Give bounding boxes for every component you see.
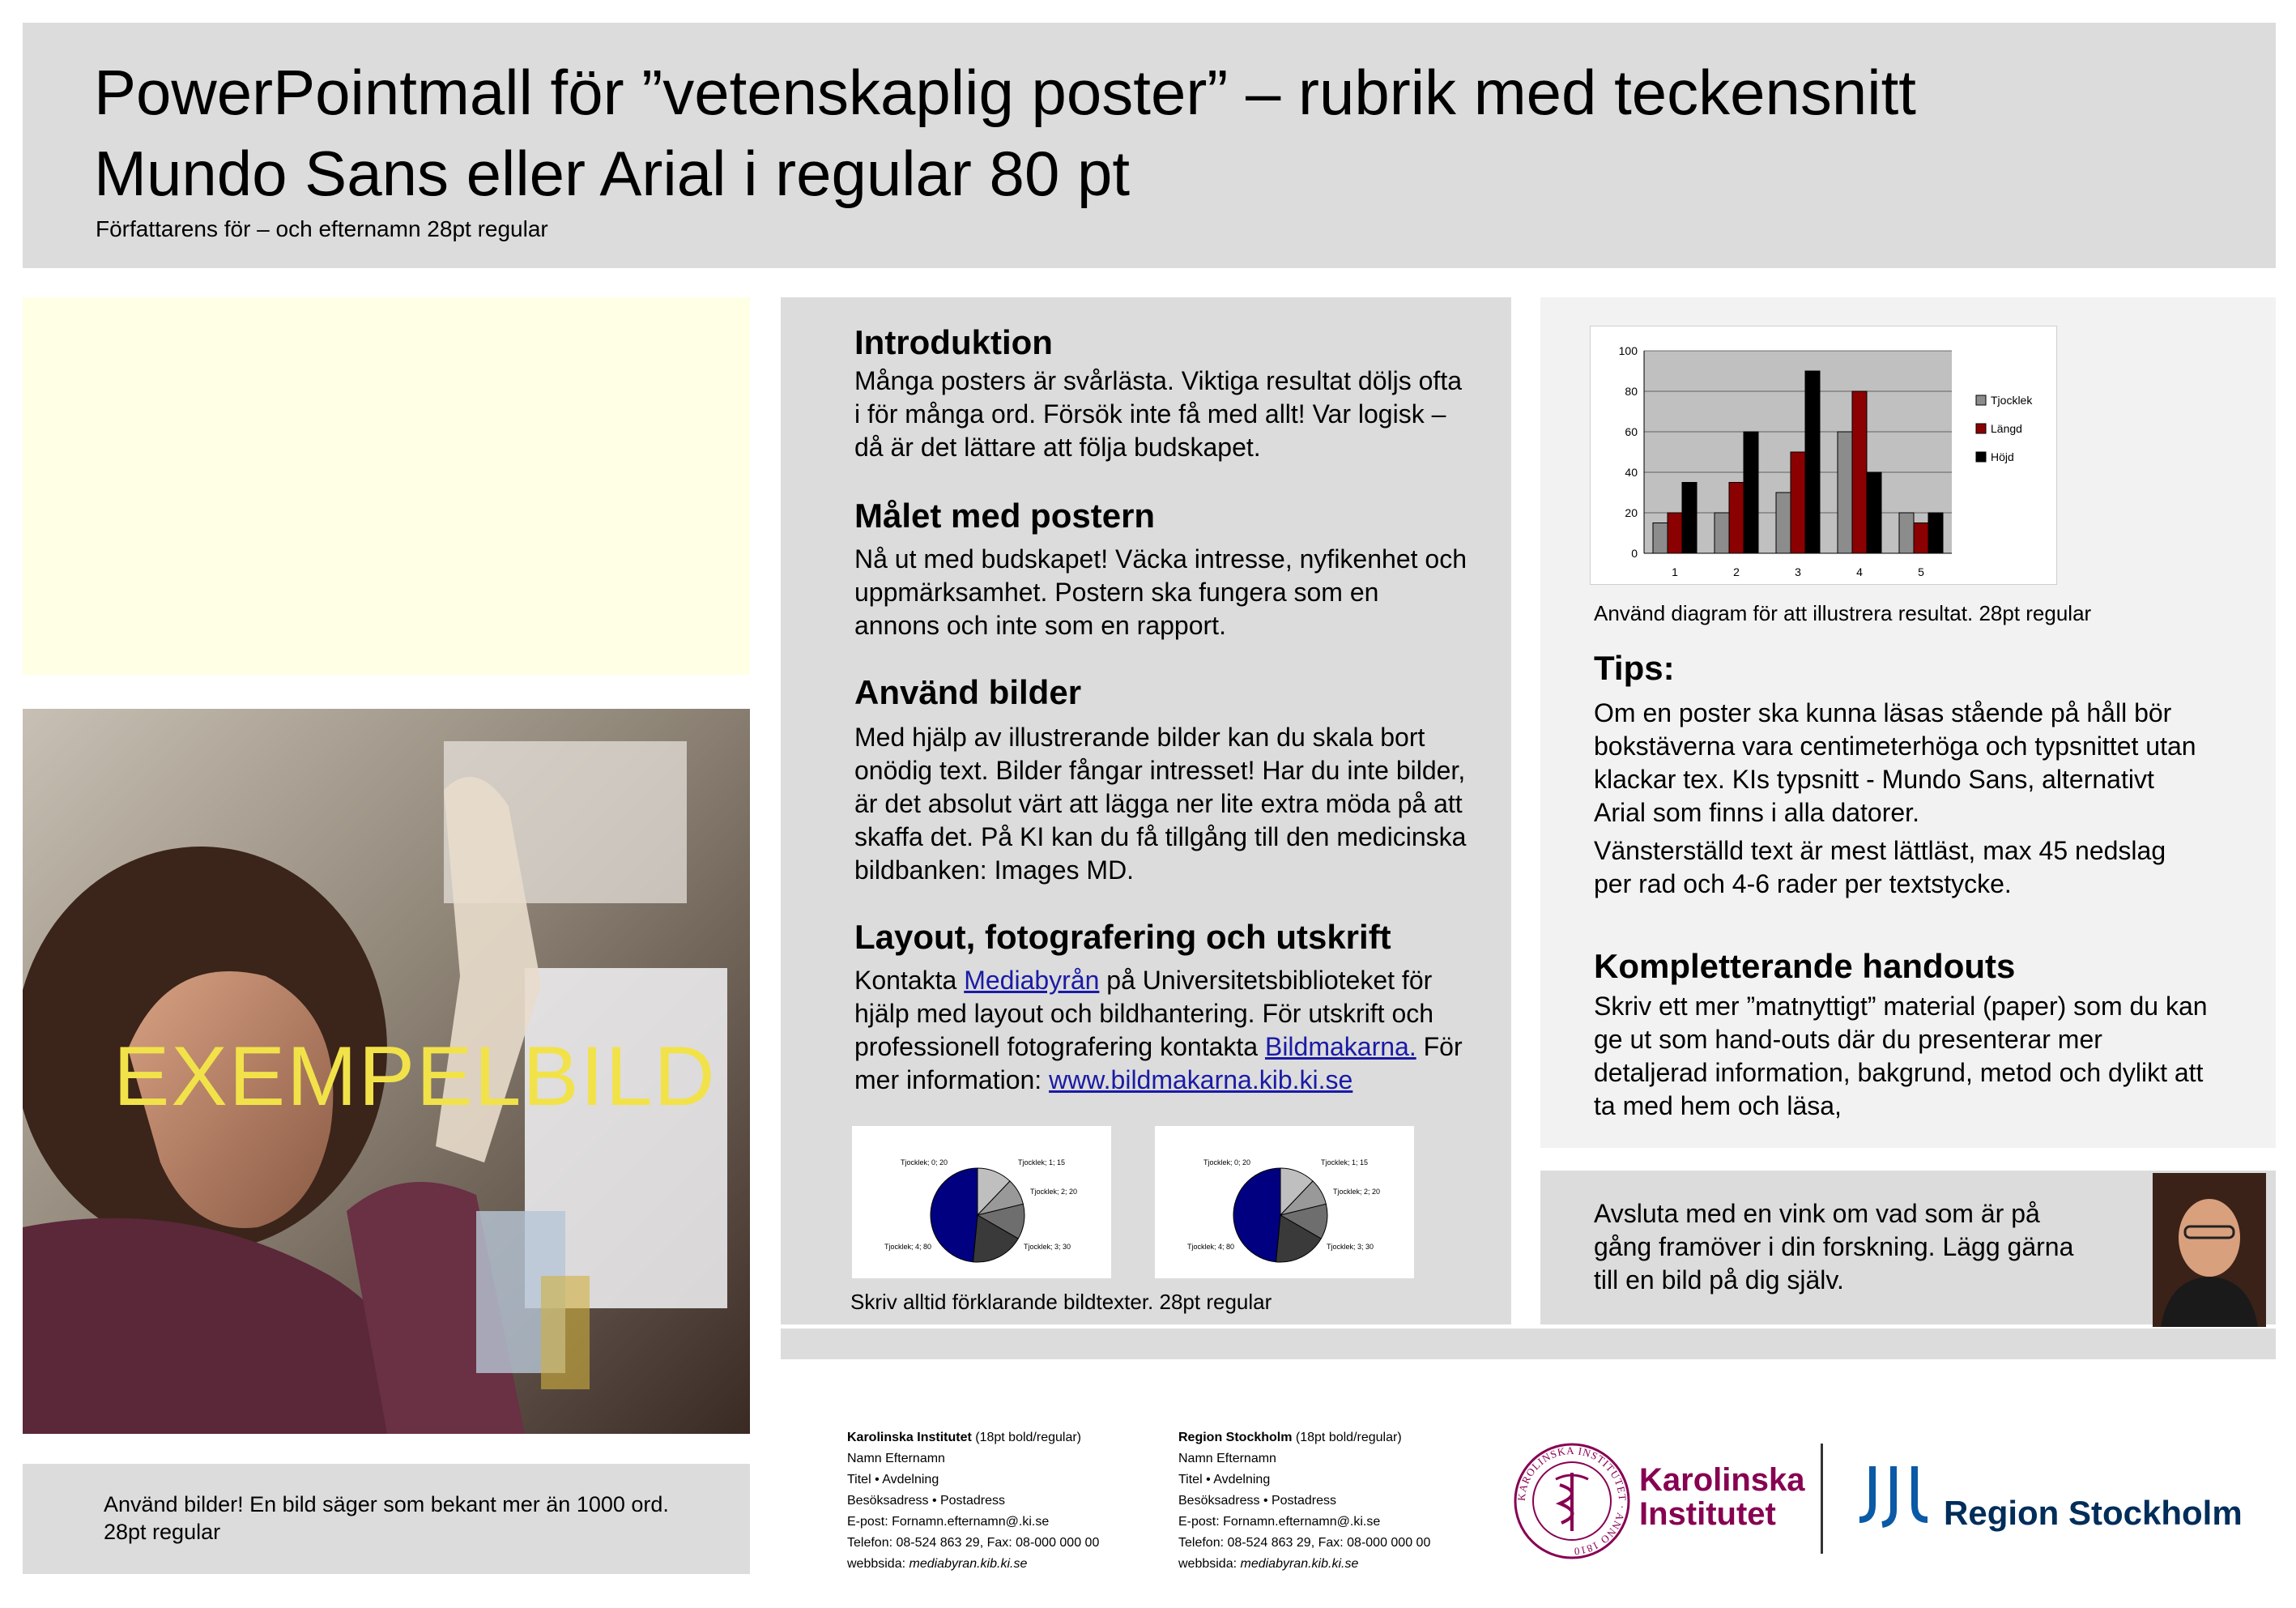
- pie-label: Tjocklek; 0; 20: [1203, 1158, 1251, 1167]
- contact-ki-web-label: webbsida:: [847, 1557, 909, 1571]
- pie-label: Tjocklek; 2; 20: [1333, 1188, 1381, 1196]
- pie-slice: [931, 1168, 978, 1262]
- bar: [1776, 493, 1791, 553]
- contact-ki-address: Besöksadress • Postadress: [847, 1494, 1006, 1508]
- text-tips-2: Vänsterställd text är mest lättläst, max 45 nedslag per rad och 4-6 rader per textstycke.: [1594, 836, 2166, 898]
- text-anvand-bilder: Med hjälp av illustrerande bilder kan du skala bort onödig text. Bilder fångar intresset! Har du inte bilder, är det absolut värt att lägga ner lite extra möda på att skaffa det. På KI kan du få tillgång till den medicinska bildbanken: Images MD.: [854, 723, 1467, 885]
- bar: [1729, 483, 1744, 554]
- heading-handouts: Kompletterande handouts: [1594, 947, 2016, 985]
- bar: [1668, 513, 1682, 553]
- y-tick-label: 80: [1625, 385, 1638, 398]
- bar: [1791, 452, 1805, 553]
- y-tick-label: 40: [1625, 466, 1638, 479]
- x-tick-label: 2: [1733, 565, 1740, 578]
- contact-ki-web: mediabyran.kib.ki.se: [909, 1557, 1028, 1571]
- contact-ki-phone: Telefon: 08-524 863 29, Fax: 08-000 000 00: [847, 1536, 1100, 1550]
- photo-watermark-label: EXEMPELBILD: [113, 1030, 717, 1124]
- text-introduktion: Många posters är svårlästa. Viktiga resultat döljs ofta i för många ord. Försök inte få med allt! Var logisk – då är det lättare att följa budskapet.: [854, 366, 1462, 462]
- ki-logo-line2: Institutet: [1639, 1496, 1776, 1532]
- pie-label: Tjocklek; 4; 80: [1187, 1243, 1235, 1251]
- heading-malet: Målet med postern: [854, 497, 1156, 535]
- text-layout-part3: För mer information:: [854, 1032, 1463, 1094]
- title-line-2: Mundo Sans eller Arial i regular 80 pt: [94, 138, 1131, 209]
- heading-layout: Layout, fotografering och utskrift: [854, 918, 1391, 956]
- bar: [1867, 472, 1881, 553]
- contact-ki-name: Namn Efternamn: [847, 1452, 945, 1465]
- pie-chart-1: [852, 1126, 1111, 1278]
- contact-region-email: E-post: Fornamn.efternamn@.ki.se: [1178, 1515, 1381, 1529]
- text-layout: [854, 964, 1470, 1097]
- legend-label: Längd: [1991, 422, 2022, 435]
- x-tick-label: 1: [1672, 565, 1678, 578]
- placeholder-box: [23, 297, 750, 675]
- contact-region-web-label: webbsida:: [1178, 1557, 1241, 1571]
- y-tick-label: 0: [1631, 547, 1638, 560]
- pie-chart-2-svg: [1155, 1126, 1414, 1278]
- pie-slice: [1233, 1168, 1280, 1262]
- author-portrait: [2153, 1173, 2266, 1327]
- link-bildmakarna[interactable]: Bildmakarna.: [1264, 1032, 1416, 1061]
- bottom-strip: [781, 1329, 2276, 1359]
- ki-seal-text: KAROLINSKA INSTITUTET · ANNO 1810: [1514, 1444, 1629, 1559]
- chart-caption: Använd diagram för att illustrera resultat. 28pt regular: [1594, 601, 2092, 625]
- contact-ki-email: E-post: Fornamn.efternamn@.ki.se: [847, 1515, 1050, 1529]
- link-mediabyran[interactable]: Mediabyrån: [964, 966, 1100, 995]
- ki-seal-icon: [1511, 1440, 1633, 1562]
- bar: [1852, 391, 1867, 553]
- pie-label: Tjocklek; 3; 30: [1327, 1243, 1374, 1251]
- contact-region-org-note: (18pt bold/regular): [1292, 1431, 1402, 1444]
- legend-swatch: [1976, 452, 1986, 462]
- x-tick-label: 5: [1918, 565, 1924, 578]
- bar: [1838, 432, 1852, 553]
- text-layout-part2: på Universitetsbiblioteket för hjälp med layout och bildhantering. För utskrift och professionell fotografering kontakta: [854, 966, 1434, 1061]
- contact-region-name: Namn Efternamn: [1178, 1452, 1276, 1465]
- contact-region-org: Region Stockholm: [1178, 1431, 1293, 1444]
- text-malet: Nå ut med budskapet! Väcka intresse, nyfikenhet och uppmärksamhet. Postern ska fungera som en annons och inte som en rapport.: [854, 544, 1467, 640]
- legend-swatch: [1976, 395, 1986, 405]
- y-tick-label: 20: [1625, 506, 1638, 519]
- x-tick-label: 4: [1856, 565, 1863, 578]
- pie-label: Tjocklek; 4; 80: [884, 1243, 932, 1251]
- bar: [1928, 513, 1943, 553]
- bar-chart: [1590, 326, 2057, 585]
- legend-label: Tjocklek: [1991, 394, 2033, 407]
- pie-label: Tjocklek; 1; 15: [1321, 1158, 1369, 1167]
- contact-region-title: Titel • Avdelning: [1178, 1473, 1271, 1486]
- pie-label: Tjocklek; 3; 30: [1024, 1243, 1071, 1251]
- y-tick-label: 60: [1625, 425, 1638, 438]
- pie-chart-1-svg: [852, 1126, 1111, 1278]
- legend-swatch: [1976, 424, 1986, 433]
- pie-caption: Skriv alltid förklarande bildtexter. 28pt regular: [850, 1290, 1272, 1314]
- ki-logo-wordmark: [1639, 1463, 1805, 1531]
- bar: [1653, 523, 1668, 554]
- link-bildmakarna-web[interactable]: www.bildmakarna.kib.ki.se: [1049, 1065, 1353, 1094]
- title-line-1: PowerPointmall för ”vetenskaplig poster” – rubrik med teckensnitt: [94, 57, 1916, 128]
- pie-label: Tjocklek; 2; 20: [1030, 1188, 1078, 1196]
- contact-ki-org: Karolinska Institutet: [847, 1431, 972, 1444]
- contact-region: [1178, 1427, 1486, 1575]
- x-tick-label: 3: [1795, 565, 1801, 578]
- contact-ki: [847, 1427, 1155, 1575]
- pie-chart-2: [1155, 1126, 1414, 1278]
- pie-label: Tjocklek; 1; 15: [1018, 1158, 1066, 1167]
- bar: [1682, 483, 1697, 554]
- y-tick-label: 100: [1618, 344, 1638, 357]
- heading-introduktion: Introduktion: [854, 323, 1053, 361]
- region-stockholm-wordmark: Region Stockholm: [1944, 1494, 2243, 1532]
- contact-ki-org-note: (18pt bold/regular): [971, 1431, 1081, 1444]
- bar: [1899, 513, 1914, 553]
- heading-tips: Tips:: [1594, 649, 1675, 687]
- bar-chart-svg: [1591, 326, 2056, 584]
- legend-label: Höjd: [1991, 450, 2014, 463]
- contact-ki-title: Titel • Avdelning: [847, 1473, 939, 1486]
- logo-divider: [1821, 1444, 1823, 1554]
- bar: [1805, 371, 1820, 553]
- text-layout-part1: Kontakta: [854, 966, 965, 995]
- bar: [1715, 513, 1729, 553]
- contact-region-web: mediabyran.kib.ki.se: [1240, 1557, 1359, 1571]
- region-stockholm-icon: [1858, 1465, 1939, 1529]
- closing-text: Avsluta med en vink om vad som är på gång framöver i din forskning. Lägg gärna till en bild på dig själv.: [1594, 1199, 2074, 1295]
- text-tips-1: Om en poster ska kunna läsas stående på håll bör bokstäverna vara centimeterhöga och typsnittet utan klackar tex. KIs typsnitt - Mundo Sans, alternativt Arial som finns i alla datorer.: [1594, 698, 2196, 827]
- author-line: Författarens för – och efternamn 28pt regular: [96, 216, 548, 241]
- bar: [1914, 523, 1928, 554]
- pie-label: Tjocklek; 0; 20: [901, 1158, 948, 1167]
- contact-region-phone: Telefon: 08-524 863 29, Fax: 08-000 000 00: [1178, 1536, 1431, 1550]
- poster-title: [94, 52, 2119, 214]
- bar: [1744, 432, 1758, 553]
- contact-region-address: Besöksadress • Postadress: [1178, 1494, 1337, 1508]
- ki-logo-line1: Karolinska: [1639, 1462, 1805, 1498]
- heading-anvand-bilder: Använd bilder: [854, 673, 1082, 711]
- text-handouts: Skriv ett mer ”matnyttigt” material (paper) som du kan ge ut som hand-outs där du presenterar mer detaljerad information, bakgrund, metod och dylikt att ta med hem och läsa,: [1594, 992, 2208, 1120]
- left-caption: Använd bilder! En bild säger som bekant mer än 1000 ord. 28pt regular: [104, 1492, 669, 1544]
